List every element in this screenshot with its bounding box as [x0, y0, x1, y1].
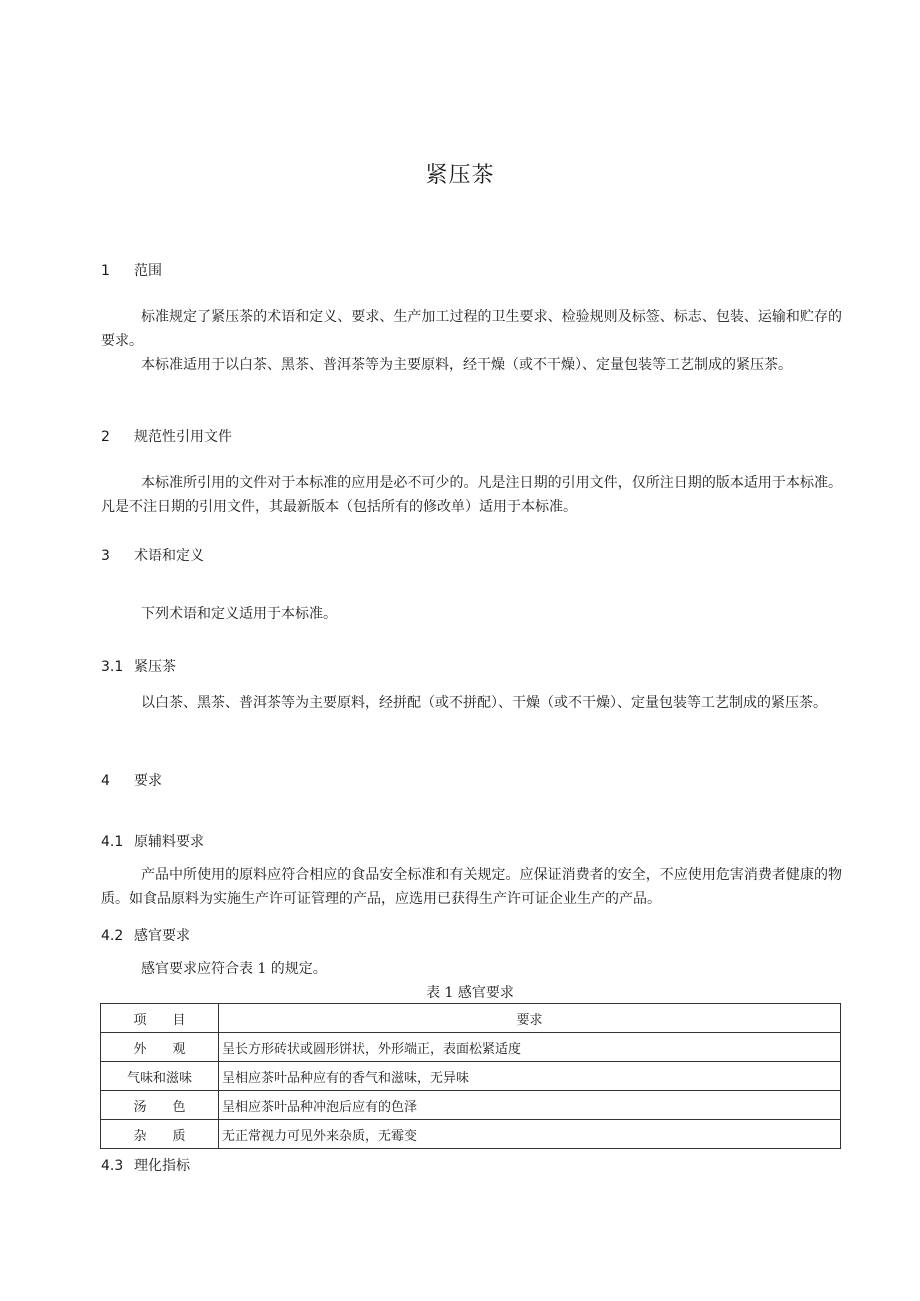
section-2-paragraph-1: 本标准所引用的文件对于本标准的应用是必不可少的。凡是注日期的引用文件，仅所注日期的版本适用于本标准。凡是不注日期的引用文件，其最新版本（包括所有的修改单）适用于本标准。: [101, 475, 842, 515]
section-number: 3: [101, 548, 110, 564]
section-4-heading: [101, 772, 162, 790]
section-number: 4.3: [101, 1158, 124, 1174]
row-requirement: 呈相应茶叶品种冲泡后应有的色泽: [219, 1091, 841, 1120]
table-row: [101, 1120, 841, 1149]
row-item: 气味和滋味: [101, 1062, 219, 1091]
row-item: 杂 质: [101, 1120, 219, 1149]
section-title: 范围: [134, 263, 162, 279]
section-2-heading: [101, 428, 232, 446]
header-requirement: 要求: [219, 1004, 841, 1033]
section-title: 感官要求: [134, 928, 190, 944]
section-1-paragraph-2: 本标准适用于以白茶、黑茶、普洱茶等为主要原料，经干燥（或不干燥）、定量包装等工艺制成的紧压茶。: [141, 357, 792, 373]
section-3-paragraph-1: 下列术语和定义适用于本标准。: [141, 606, 337, 622]
section-number: 4.1: [101, 834, 124, 850]
header-item: 项 目: [101, 1004, 219, 1033]
section-title: 原辅料要求: [134, 834, 204, 850]
section-number: 4.2: [101, 928, 124, 944]
table-row: [101, 1062, 841, 1091]
section-1-paragraph-1: 标准规定了紧压茶的术语和定义、要求、生产加工过程的卫生要求、检验规则及标签、标志、包装、运输和贮存的要求。: [101, 309, 842, 349]
section-title: 要求: [134, 773, 162, 789]
section-number: 4: [101, 773, 110, 789]
row-item: 外 观: [101, 1033, 219, 1062]
section-number: 1: [101, 263, 110, 279]
section-title: 规范性引用文件: [134, 429, 232, 445]
section-3-heading: [101, 547, 204, 565]
section-3-1-paragraph-1: 以白茶、黑茶、普洱茶等为主要原料，经拼配（或不拼配）、干燥（或不干燥）、定量包装等工艺制成的紧压茶。: [141, 695, 827, 711]
section-3-1-heading: [101, 658, 176, 676]
table-1-caption: 表 1 感官要求: [426, 985, 514, 1001]
document-title: 紧压茶: [425, 163, 495, 188]
row-item: 汤 色: [101, 1091, 219, 1120]
row-requirement: 呈相应茶叶品种应有的香气和滋味，无异味: [219, 1062, 841, 1091]
section-4-2-heading: [101, 927, 190, 945]
row-requirement: 无正常视力可见外来杂质，无霉变: [219, 1120, 841, 1149]
section-4-2-paragraph-1: 感官要求应符合表 1 的规定。: [141, 961, 327, 977]
table-row: [101, 1033, 841, 1062]
section-number: 3.1: [101, 659, 124, 675]
table-row: [101, 1091, 841, 1120]
row-requirement: 呈长方形砖状或圆形饼状，外形端正，表面松紧适度: [219, 1033, 841, 1062]
section-4-1-heading: [101, 833, 204, 851]
table-header-row: [101, 1004, 841, 1033]
section-1-heading: [101, 262, 162, 280]
section-number: 2: [101, 429, 110, 445]
section-title: 理化指标: [134, 1158, 190, 1174]
section-4-1-paragraph-1: 产品中所使用的原料应符合相应的食品安全标准和有关规定。应保证消费者的安全，不应使用危害消费者健康的物质。如食品原料为实施生产许可证管理的产品，应选用已获得生产许可证企业生产的产品。: [101, 867, 842, 907]
section-title: 紧压茶: [134, 659, 176, 675]
section-title: 术语和定义: [134, 548, 204, 564]
table-1-sensory-requirements: [100, 1003, 841, 1149]
section-4-3-heading: [101, 1157, 190, 1175]
